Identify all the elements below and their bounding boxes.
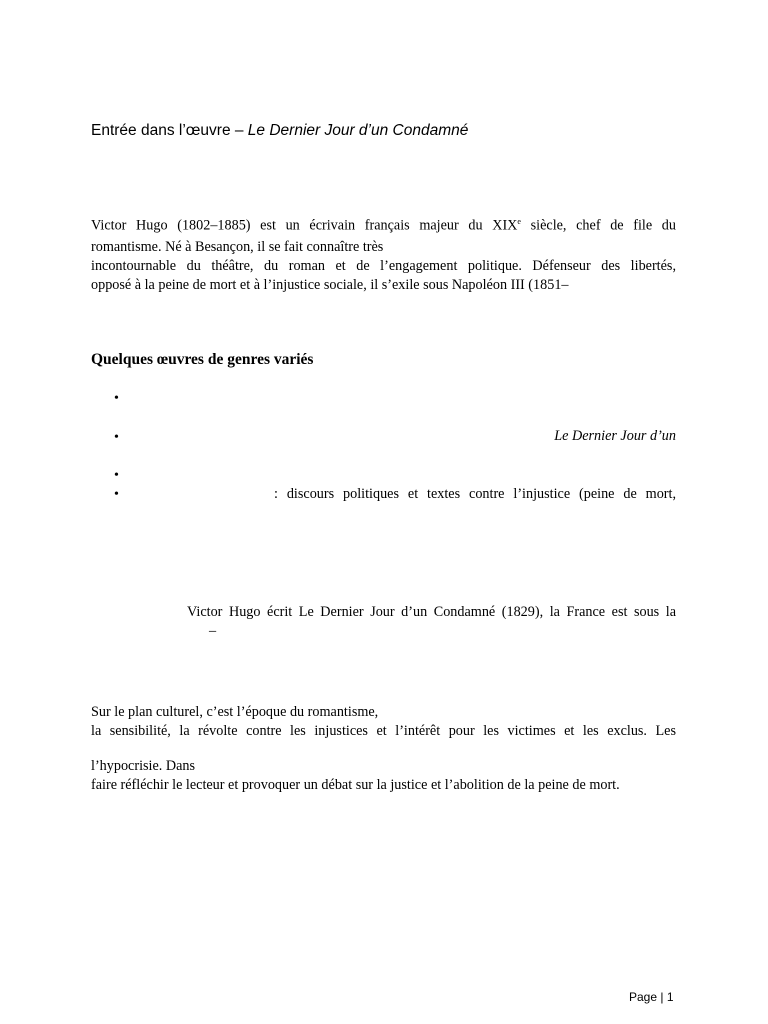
intro-superscript: e: [517, 217, 521, 226]
intro-line-3: incontournable du théâtre, du roman et de l’engagement politique. Défenseur des libertés,: [91, 258, 676, 274]
culture-line-1: Sur le plan culturel, c’est l’époque du romantisme,: [91, 704, 379, 720]
section-heading: Quelques œuvres de genres variés: [91, 351, 314, 368]
context-line-2: –: [209, 623, 217, 639]
footer-page-number: 1: [666, 990, 674, 1004]
page-footer: [629, 990, 674, 1004]
intro-line-2: romantisme. Né à Besançon, il se fait connaître très: [91, 239, 384, 255]
page-title: [91, 122, 468, 140]
intro-line-4: opposé à la peine de mort et à l’injustice sociale, il s’exile sous Napoléon III (1851–: [91, 277, 569, 293]
title-work: Le Dernier Jour d’un Condamné: [247, 122, 469, 139]
context-line-1: Victor Hugo écrit Le Dernier Jour d’un Condamné (1829), la France est sous la: [187, 604, 676, 620]
bullet-text-2: Le Dernier Jour d’un: [554, 428, 676, 444]
intro-line-1: Victor Hugo (1802–1885) est un écrivain français majeur du XIXe siècle, chef de file du: [91, 217, 676, 234]
footer-label: Page: [629, 990, 658, 1004]
bullet-text-4: : discours politiques et textes contre l’injustice (peine de mort,: [274, 486, 676, 502]
bullet-marker-1: •: [114, 391, 119, 406]
culture-line-4: faire réfléchir le lecteur et provoquer un débat sur la justice et l’abolition de la peine de mort.: [91, 777, 620, 793]
footer-separator: |: [660, 990, 664, 1004]
bullet-marker-2: •: [114, 430, 119, 445]
title-prefix: Entrée dans l’œuvre –: [91, 122, 248, 139]
bullet-marker-4: •: [114, 487, 119, 502]
bullet-marker-3: •: [114, 468, 119, 483]
culture-line-2: la sensibilité, la révolte contre les injustices et l’intérêt pour les victimes et les exclus. Les: [91, 723, 676, 739]
culture-line-3: l’hypocrisie. Dans: [91, 758, 196, 774]
